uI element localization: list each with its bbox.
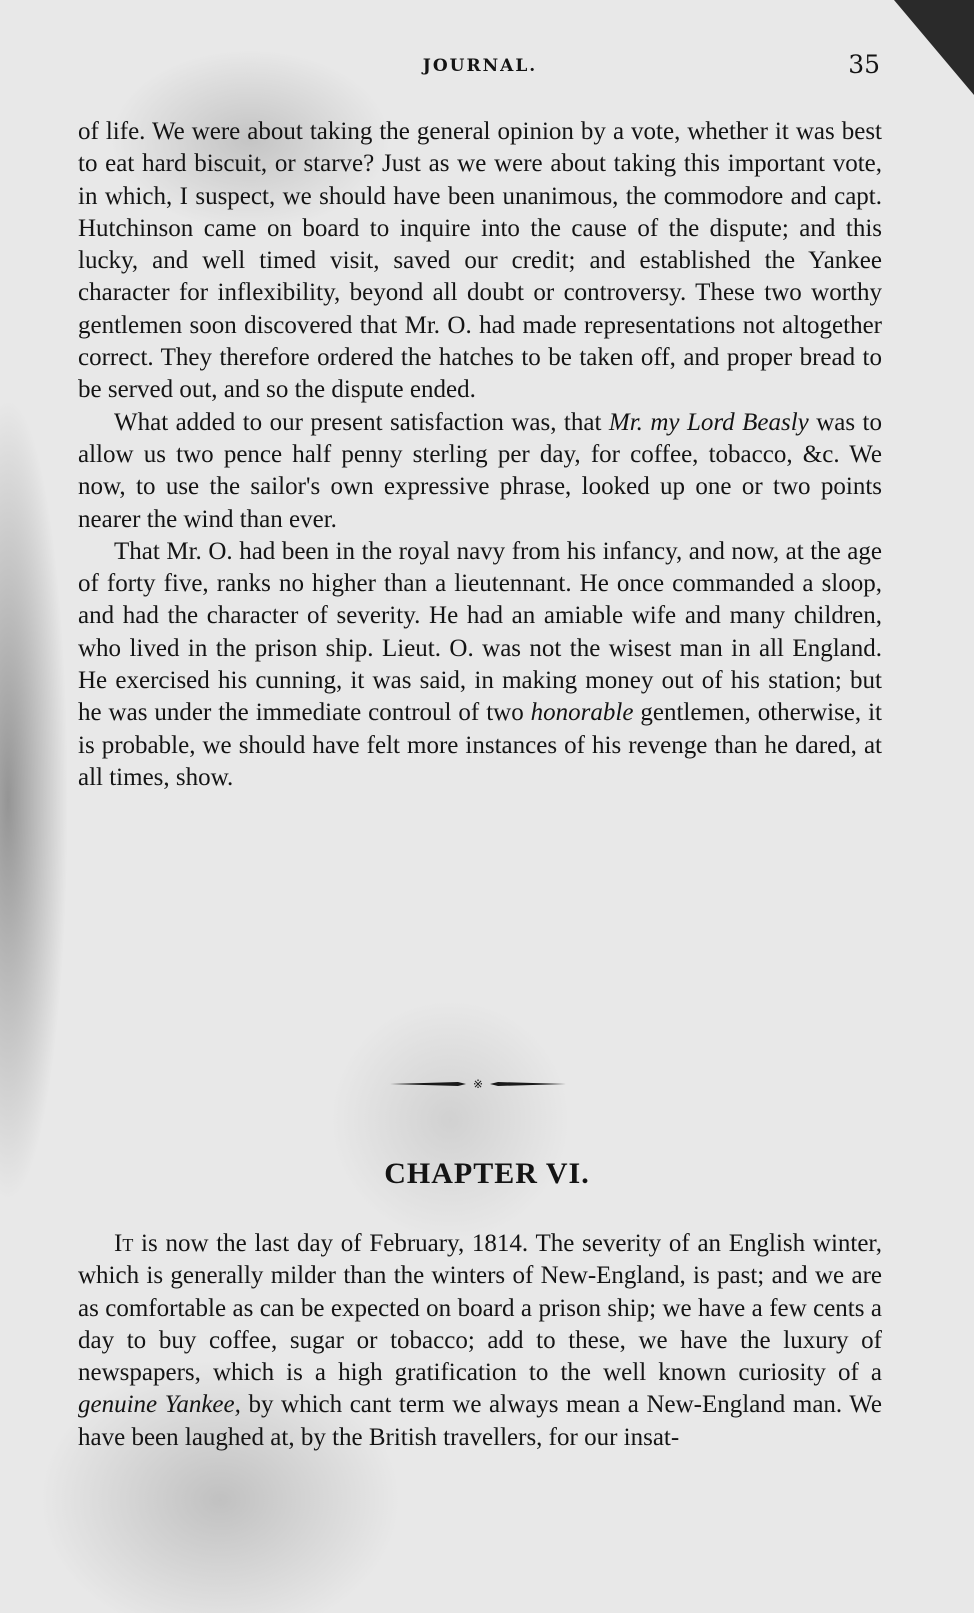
page-number: 35 (848, 50, 880, 79)
p2-text-start: What added to our present satisfaction was, that (114, 408, 609, 436)
paragraph-3 (78, 536, 882, 794)
running-header (80, 50, 880, 84)
p3-italic: honorable (530, 699, 634, 727)
p3-text-start: That Mr. O. had been in the royal navy from his infancy, and now, at the age of forty five, ranks no higher than a lieutennant. He once commanded a sloop, and had the character of severity. He had an amiable wife and many children, who lived in the prison ship. Lieut. O. was not the wisest man in all England. He exercised his cunning, it was said, in making money out of his station; but he was under the immediate controul of two (78, 537, 882, 727)
p2-text-end: was to allow us two pence half penny sterling per day, for coffee, tobacco, &c. We now, to use the sailor's own expressive phrase, looked up one or two points nearer the wind than ever. (78, 408, 882, 533)
chapter-heading: CHAPTER VI. (384, 1157, 590, 1190)
chapter-p1-italic: genuine Yankee, (78, 1391, 241, 1419)
chapter-paragraph-1 (78, 1228, 882, 1454)
paragraph-2 (78, 407, 882, 536)
page-corner-shadow (894, 0, 974, 95)
paragraph-1: of life. We were about taking the general opinion by a vote, whether it was best to eat hard biscuit, or starve? Just as we were about taking this important vote, in which, I suspect, we should have been unanimous, the commodore and capt. Hutchinson came on board to inquire into the cause of the dispute; and this lucky, and well timed visit, saved our credit; and established the Yankee character for inflexibility, beyond all doubt or controversy. These two worthy gentlemen soon discovered that Mr. O. had made representations not altogether correct. They therefore ordered the hatches to be taken off, and proper bread to be served out, and so the dispute ended. (78, 118, 882, 404)
chapter-body (78, 1228, 882, 1454)
chapter-p1-end: by which cant term we always mean a New-England man. We have been laughed at, by the British travellers, for our insat- (78, 1391, 882, 1451)
body-text (78, 116, 882, 794)
chapter-p1-start: is now the last day of February, 1814. The severity of an English winter, which is generally milder than the winters of New-England, is past; and we are as comfortable as can be expected on board a prison ship; we have a few cents a day to buy coffee, sugar or tobacco; add to these, we have the luxury of newspapers, which is a high gratification to the well known curiosity of a (78, 1230, 882, 1387)
ornament-glyph: ※ (472, 1078, 484, 1090)
running-title: JOURNAL. (422, 56, 538, 76)
p3-text-end: gentlemen, otherwise, it is probable, we should have felt more instances of his revenge than he dared, at all times, show. (78, 699, 882, 791)
p2-italic: Mr. my Lord Beasly (608, 408, 809, 436)
chapter-lead-word: It (114, 1230, 134, 1257)
ornament-divider-icon (388, 1078, 568, 1090)
